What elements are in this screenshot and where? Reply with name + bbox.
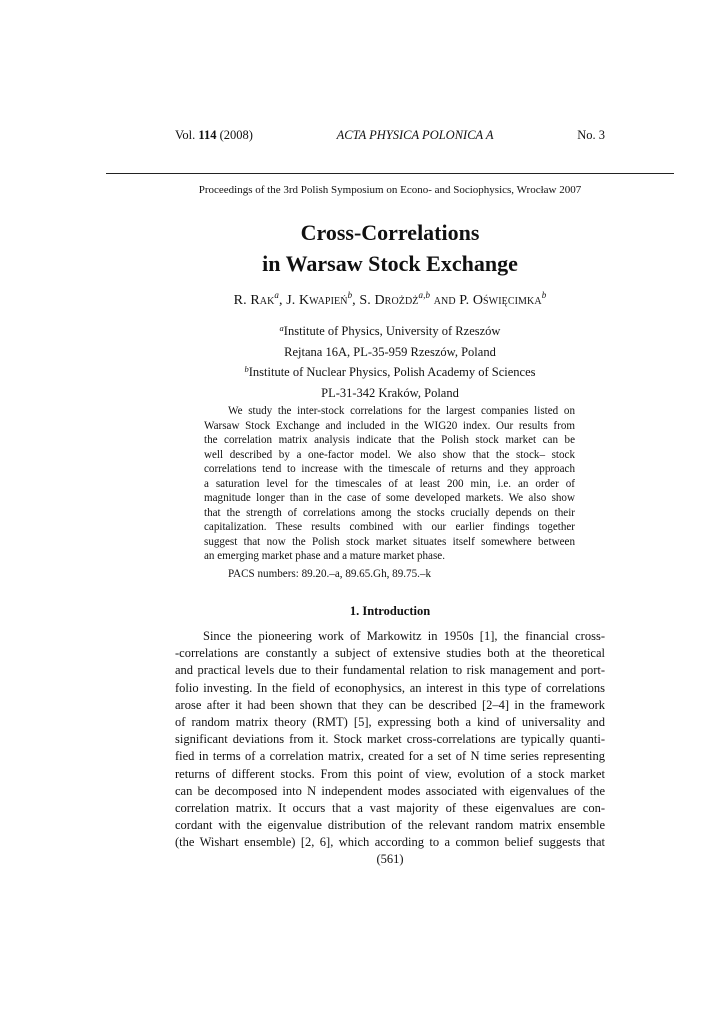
body-line: fied in terms of a correlation matrix, created for a set of N time series representing xyxy=(175,749,605,764)
affiliation-text: Institute of Physics, University of Rzeszów xyxy=(283,324,501,338)
author-3 xyxy=(359,290,431,308)
abstract-line: well described by a one-factor model. We also show that the stock– stock xyxy=(204,448,575,461)
issue-number: No. 3 xyxy=(577,128,605,142)
body-line: returns of different stocks. From this point of view, evolution of a stock market xyxy=(175,766,605,781)
affiliation-b xyxy=(175,362,605,383)
author-initial: S. xyxy=(359,293,375,308)
header-rule xyxy=(106,173,674,174)
proceedings-line: Proceedings of the 3rd Polish Symposium on Econo- and Sociophysics, Wrocław 2007 xyxy=(198,184,582,196)
abstract-line: Warsaw Stock Exchange and included in the WIG20 index. Our results from xyxy=(204,419,575,432)
body-line: can be decomposed into N independent modes associated with eigenvalues of the xyxy=(175,783,605,798)
author-surname: Kwapień xyxy=(298,293,348,308)
abstract-line: a saturation level for the timescales of at least 200 min, i.e. an order of xyxy=(204,477,575,490)
authors-and: and xyxy=(433,293,456,308)
section-heading: 1. Introduction xyxy=(349,604,431,618)
body-line: significant deviations from it. Stock market cross-correlations are typically quanti- xyxy=(175,732,605,747)
author-initial: R. xyxy=(233,293,251,308)
affiliations xyxy=(175,321,605,403)
affiliation-label: b xyxy=(244,364,249,374)
abstract-line: We study the inter-stock correlations for the largest companies listed on xyxy=(228,405,575,417)
author-affiliation-mark: a,b xyxy=(418,290,431,300)
body-line: Since the pioneering work of Markowitz in 1950s [1], the financial cross- xyxy=(203,629,605,643)
body-line: of random matrix theory (RMT) [5], expressing both a kind of universality and xyxy=(175,715,605,730)
author-affiliation-mark: a xyxy=(274,290,280,300)
author-affiliation-mark: b xyxy=(541,290,547,300)
abstract-line: suggest that now the Polish stock market situates itself somewhere between xyxy=(204,535,575,548)
author-list: R. Rak$^a$, J. Kwapień$^b$, S. Drożdż$^{a,b}$ and P. Oświęcimka$^b$ xyxy=(233,290,547,308)
author-initial: P. xyxy=(459,293,473,308)
abstract-line: capitalization. These results combined with our earlier findings together xyxy=(204,521,575,533)
abstract-line: magnitude longer than in the case of some developed markets. We also show xyxy=(204,492,575,504)
author-4 xyxy=(459,290,547,308)
body-line: correlation matrix. It occurs that a vast majority of these eigenvalues are con- xyxy=(175,801,605,816)
abstract-line: the correlation matrix analysis indicate that the Polish stock market can be xyxy=(204,434,575,446)
abstract-line: that the strength of correlations among the stocks crucially depends on their xyxy=(204,506,575,519)
running-head xyxy=(175,128,605,143)
author-surname: Oświęcimka xyxy=(472,293,542,308)
affiliation-b-address: PL-31-342 Kraków, Poland xyxy=(321,385,459,400)
introduction-text xyxy=(175,628,605,852)
affiliation-a xyxy=(175,321,605,342)
body-line: and practical levels due to their fundamental relation to risk management and port- xyxy=(175,663,605,678)
page-number: (561) xyxy=(376,852,404,866)
author-surname: Rak xyxy=(250,293,275,308)
year: (2008) xyxy=(216,128,253,142)
affiliation-a-address: Rejtana 16A, PL-35-959 Rzeszów, Poland xyxy=(284,344,496,359)
body-line: (the Wishart ensemble) [2, 6], which according to a common belief suggests that xyxy=(175,835,605,850)
title-line-2: in Warsaw Stock Exchange xyxy=(262,251,518,276)
author-2 xyxy=(286,290,353,308)
body-line: -correlations are constantly a subject of extensive studies both at the theoretical xyxy=(175,646,605,661)
body-line: arose after it had been shown that they can be described [2–4] in the framework xyxy=(175,697,605,712)
abstract-line: correlations tend to increase with the timescale of returns and they approach xyxy=(204,463,575,475)
author-initial: J. xyxy=(286,293,299,308)
author-surname: Drożdż xyxy=(374,293,419,308)
journal-name: ACTA PHYSICA POLONICA A xyxy=(336,128,494,142)
volume-info xyxy=(175,128,253,143)
pacs-numbers: PACS numbers: 89.20.–a, 89.65.Gh, 89.75.–k xyxy=(228,568,431,580)
affiliation-label: a xyxy=(279,323,284,333)
affiliation-text: Institute of Nuclear Physics, Polish Academy of Sciences xyxy=(248,365,536,379)
paper-title xyxy=(175,217,605,279)
author-affiliation-mark: b xyxy=(347,290,353,300)
author-1 xyxy=(233,290,280,308)
body-line: cordant with the eigenvalue distribution of the relevant random matrix ensemble xyxy=(175,818,605,833)
title-line-1: Cross-Correlations xyxy=(300,220,480,245)
volume-prefix: Vol. xyxy=(175,128,199,142)
abstract xyxy=(204,404,575,564)
abstract-line: an emerging market phase and a mature market phase. xyxy=(204,550,445,562)
volume-number: 114 xyxy=(198,128,217,142)
body-line: folio investing. In the field of econophysics, an interest in this type of correlations xyxy=(175,680,605,695)
